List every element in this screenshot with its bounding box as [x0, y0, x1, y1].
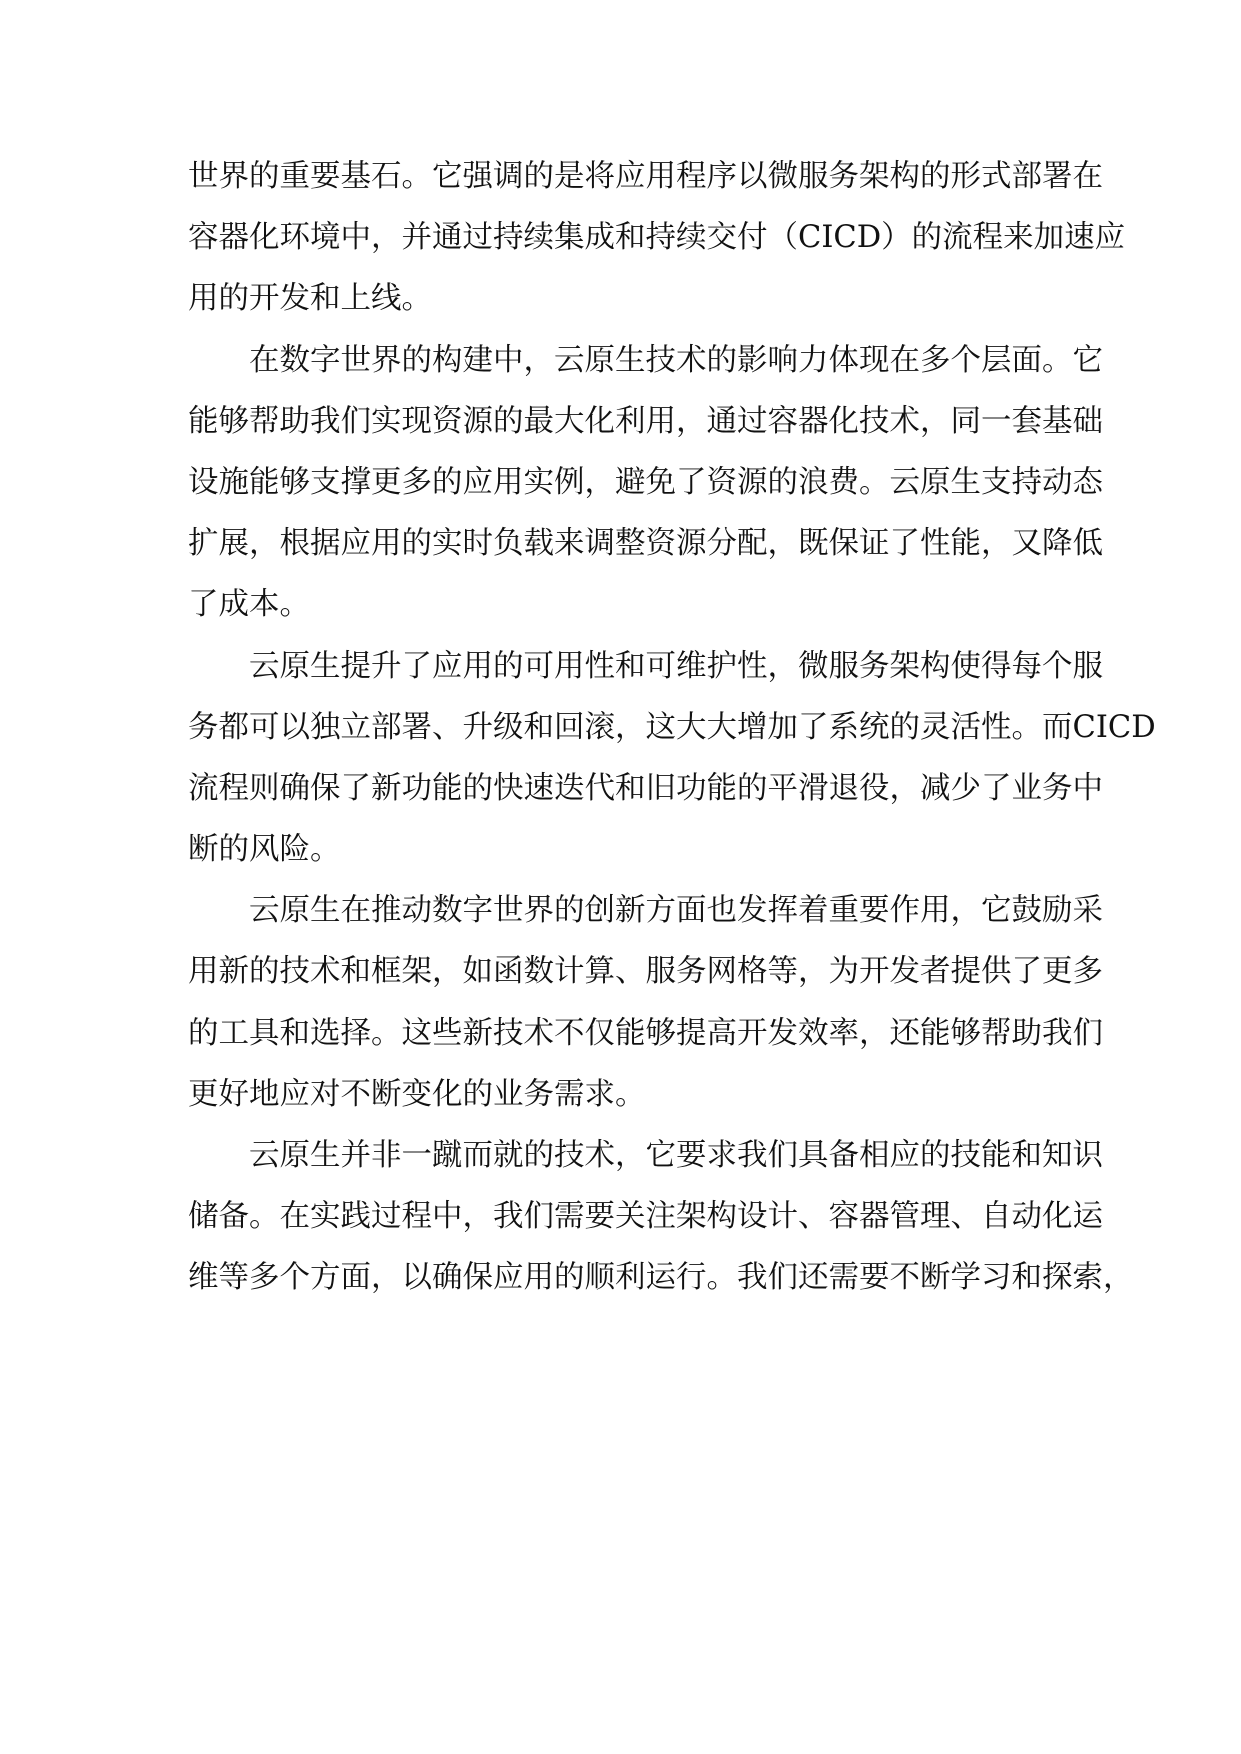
text-line: 容器化环境中，并通过持续集成和持续交付（CICD）的流程来加速应 [188, 220, 1126, 256]
document-body [188, 146, 1156, 1309]
paragraph-4 [188, 880, 1103, 1125]
text-line: 设施能够支撑更多的应用实例，避免了资源的浪费。云原生支持动态 [188, 464, 1103, 500]
text-line: 了成本。 [188, 587, 310, 623]
text-line: 的工具和选择。这些新技术不仅能够提高开发效率，还能够帮助我们 [188, 1015, 1103, 1051]
text-line: 断的风险。 [188, 832, 341, 868]
paragraph-1 [188, 146, 1126, 330]
text-line: 用的开发和上线。 [188, 281, 432, 317]
text-line: 能够帮助我们实现资源的最大化利用，通过容器化技术，同一套基础 [188, 403, 1103, 439]
text-line: 在数字世界的构建中，云原生技术的影响力体现在多个层面。它 [249, 342, 1103, 378]
text-line: 流程则确保了新功能的快速迭代和旧功能的平滑退役，减少了业务中 [188, 770, 1103, 806]
text-line: 务都可以独立部署、升级和回滚，这大大增加了系统的灵活性。而CICD [188, 709, 1156, 745]
paragraph-5 [188, 1125, 1134, 1309]
paragraph-2 [188, 330, 1103, 636]
text-line: 扩展，根据应用的实时负载来调整资源分配，既保证了性能，又降低 [188, 526, 1103, 562]
text-line: 更好地应对不断变化的业务需求。 [188, 1076, 646, 1112]
text-line: 云原生并非一蹴而就的技术，它要求我们具备相应的技能和知识 [249, 1138, 1103, 1173]
text-line: 用新的技术和框架，如函数计算、服务网格等，为开发者提供了更多 [188, 954, 1103, 990]
text-line: 储备。在实践过程中，我们需要关注架构设计、容器管理、自动化运 [188, 1199, 1103, 1235]
text-line: 维等多个方面，以确保应用的顺利运行。我们还需要不断学习和探索， [188, 1260, 1134, 1296]
text-line: 世界的重要基石。它强调的是将应用程序以微服务架构的形式部署在 [188, 159, 1103, 194]
paragraph-3 [188, 636, 1156, 881]
text-line: 云原生在推动数字世界的创新方面也发挥着重要作用，它鼓励采 [249, 893, 1103, 929]
text-line: 云原生提升了应用的可用性和可维护性，微服务架构使得每个服 [249, 648, 1103, 684]
